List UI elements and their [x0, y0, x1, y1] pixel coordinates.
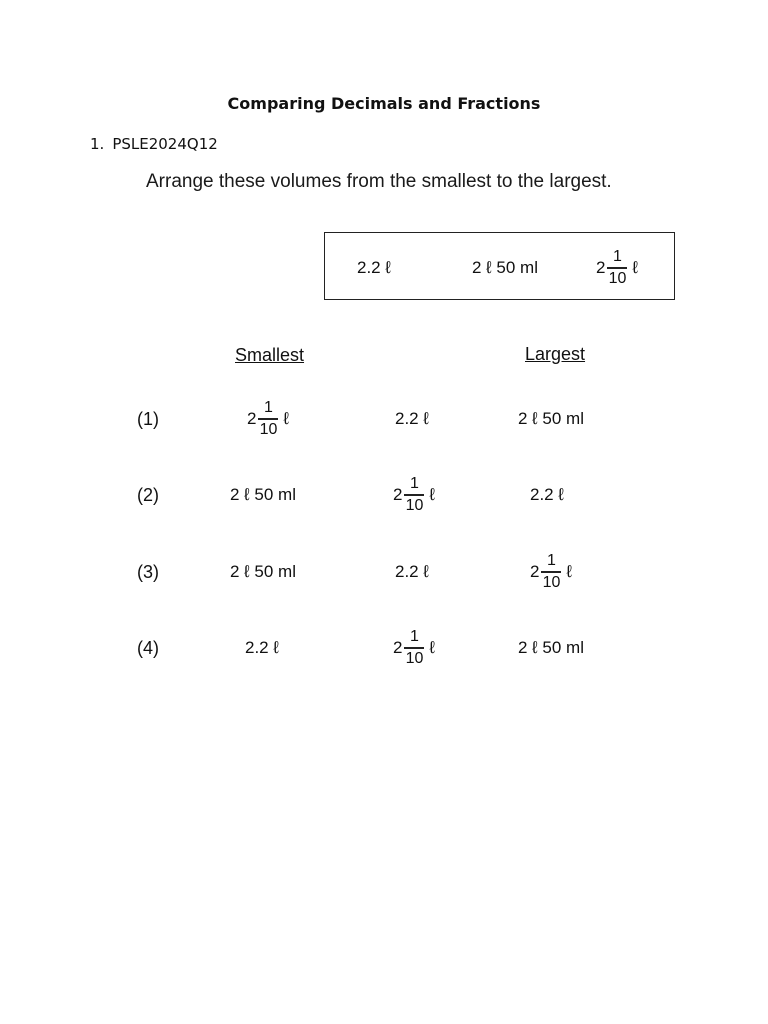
option-value: 2 ℓ 50 ml: [230, 562, 296, 581]
question-number: 1.: [90, 135, 105, 153]
fraction-value: [247, 400, 289, 437]
question-header: [90, 135, 218, 153]
header-smallest: Smallest: [235, 345, 305, 365]
question-id: PSLE2024Q12: [112, 135, 218, 153]
fraction-numerator: 1: [410, 628, 419, 646]
option-value: 2.2 ℓ: [245, 638, 279, 657]
header-largest: Largest: [525, 344, 586, 364]
fraction-whole: 2: [393, 637, 403, 657]
fraction: [607, 249, 627, 286]
fraction-denominator: 10: [405, 649, 424, 667]
box-item-mixed-units: 2 ℓ 50 ml: [472, 258, 538, 277]
option-value: 2 ℓ 50 ml: [518, 409, 584, 428]
fraction-whole: 2: [530, 561, 540, 581]
option-label: (1): [137, 408, 159, 429]
fraction-unit: ℓ: [429, 484, 435, 504]
fraction-value: [530, 553, 572, 590]
option-fraction: [530, 552, 572, 592]
fraction: [404, 476, 424, 513]
fraction: [404, 629, 424, 666]
fraction-unit: ℓ: [283, 408, 289, 428]
option-fraction: [393, 475, 435, 515]
fraction-denominator: 10: [542, 573, 561, 591]
fraction-whole: 2: [596, 257, 606, 277]
option-label: (2): [137, 484, 159, 505]
option-value: 2.2 ℓ: [530, 485, 564, 504]
fraction: [541, 553, 561, 590]
option-value: 2 ℓ 50 ml: [518, 638, 584, 657]
option-fraction: [393, 628, 435, 668]
fraction-numerator: 1: [547, 552, 556, 570]
fraction-value: [393, 629, 435, 666]
box-item-decimal: 2.2 ℓ: [357, 258, 391, 277]
option-label: (3): [137, 561, 159, 582]
option-label: (4): [137, 637, 159, 658]
fraction-unit: ℓ: [632, 257, 638, 277]
fraction-denominator: 10: [405, 496, 424, 514]
option-value: 2.2 ℓ: [395, 562, 429, 581]
fraction-whole: 2: [247, 408, 257, 428]
page-title: Comparing Decimals and Fractions: [227, 94, 541, 113]
question-prompt: Arrange these volumes from the smallest to the largest.: [146, 171, 612, 192]
fraction-numerator: 1: [410, 475, 419, 493]
fraction-whole: 2: [393, 484, 403, 504]
fraction-denominator: 10: [608, 269, 627, 287]
option-value: 2 ℓ 50 ml: [230, 485, 296, 504]
fraction: [258, 400, 278, 437]
fraction-numerator: 1: [613, 248, 622, 266]
fraction-value: [393, 476, 435, 513]
option-fraction: [247, 399, 289, 439]
fraction-denominator: 10: [259, 420, 278, 438]
fraction-unit: ℓ: [566, 561, 572, 581]
box-item-fraction: [596, 248, 638, 288]
fraction-numerator: 1: [264, 399, 273, 417]
option-value: 2.2 ℓ: [395, 409, 429, 428]
fraction-unit: ℓ: [429, 637, 435, 657]
